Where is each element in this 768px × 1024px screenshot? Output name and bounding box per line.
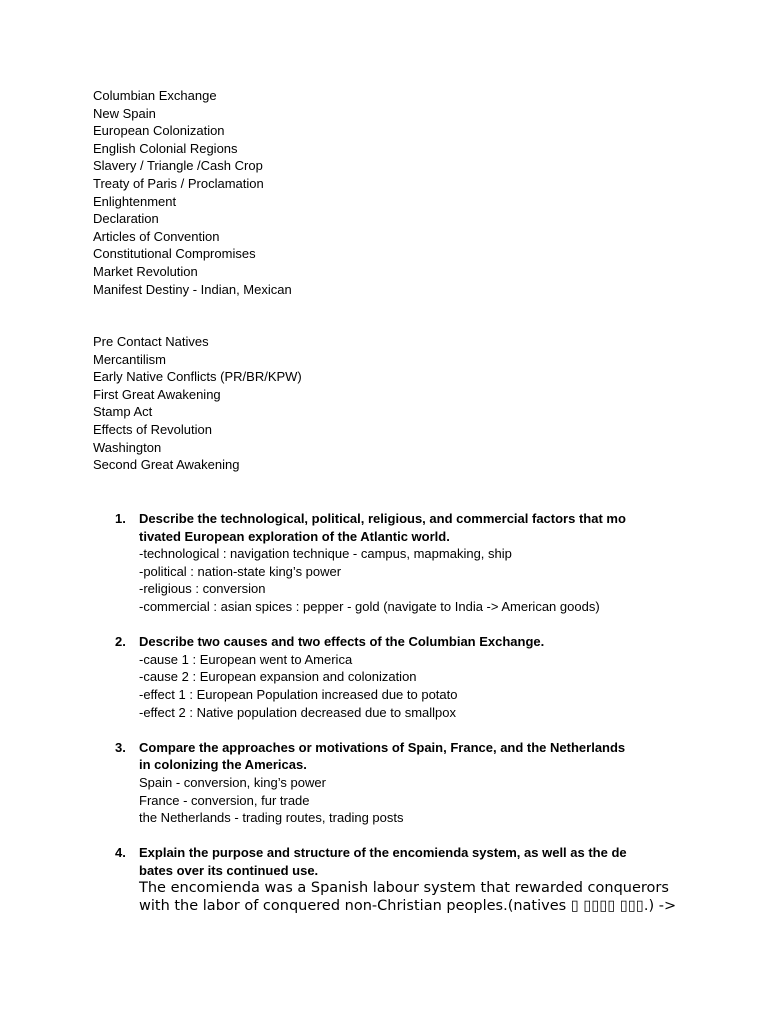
topic-item: English Colonial Regions [93,140,238,156]
question-spacer [115,721,675,739]
answer-line: Spain - conversion, king’s power [139,774,326,790]
topic-item: Market Revolution [93,263,198,279]
answer-line: -political : nation-state king’s power [139,563,342,579]
answer-line: France - conversion, fur trade [139,792,310,808]
question-prompt-line: bates over its continued use. [139,862,319,878]
answer-line: -cause 1 : European went to America [139,651,353,667]
question-item [115,633,675,721]
answer-line: -commercial : asian spices : pepper - gold (navigate to India -> American goods) [139,598,600,614]
topic-item: Second Great Awakening [93,457,240,473]
question-prompt-line: Describe the technological, political, religious, and commercial factors that mo [139,511,626,526]
question-item [115,844,675,915]
topic-list-2 [93,333,693,474]
question-spacer [115,827,675,845]
topic-item: Enlightenment [93,193,177,209]
topic-item: Slavery / Triangle /Cash Crop [93,158,263,174]
answer-line: the Netherlands - trading routes, trading posts [139,810,404,826]
topic-item: Early Native Conflicts (PR/BR/KPW) [93,369,302,385]
answer-line: with the labor of conquered non-Christian peoples.(natives ▯ ▯▯▯▯ ▯▯▯.) -> [139,898,677,915]
answer-line: -effect 2 : Native population decreased due to smallpox [139,704,457,720]
topic-item: European Colonization [93,123,225,139]
question-spacer [115,616,675,634]
topic-item: Effects of Revolution [93,421,212,437]
question-number: 3. [115,739,126,755]
topic-item: Mercantilism [93,351,166,367]
topic-item: Washington [93,439,162,455]
topic-item: Stamp Act [93,404,153,420]
topic-item: New Spain [93,105,156,121]
topic-item: Manifest Destiny - Indian, Mexican [93,281,292,297]
topic-item: Declaration [93,211,159,227]
question-prompt-line: Describe two causes and two effects of the Columbian Exchange. [139,634,545,650]
question-prompt-line: in colonizing the Americas. [139,757,307,773]
topic-item: First Great Awakening [93,386,221,402]
answer-line: -technological : navigation technique - campus, mapmaking, ship [139,546,512,562]
answer-line: -cause 2 : European expansion and colonization [139,669,417,685]
question-prompt-line: Explain the purpose and structure of the encomienda system, as well as the de [139,845,627,861]
question-number: 4. [115,845,126,861]
topic-item: Articles of Convention [93,228,220,244]
question-number: 1. [115,511,126,526]
question-item [115,510,675,616]
topic-item: Columbian Exchange [93,88,217,103]
answer-line: -religious : conversion [139,581,266,597]
question-list [115,510,675,915]
question-number: 2. [115,634,126,650]
topic-item: Pre Contact Natives [93,334,209,349]
topic-item: Constitutional Compromises [93,246,256,262]
answer-line: -effect 1 : European Population increased due to potato [139,686,458,702]
question-prompt-line: tivated European exploration of the Atlantic world. [139,528,450,544]
question-item [115,739,675,827]
topic-item: Treaty of Paris / Proclamation [93,175,264,191]
topic-list-1 [93,87,693,298]
answer-line: The encomienda was a Spanish labour system that rewarded conquerors [139,880,669,897]
question-prompt-line: Compare the approaches or motivations of Spain, France, and the Netherlands [139,739,626,755]
